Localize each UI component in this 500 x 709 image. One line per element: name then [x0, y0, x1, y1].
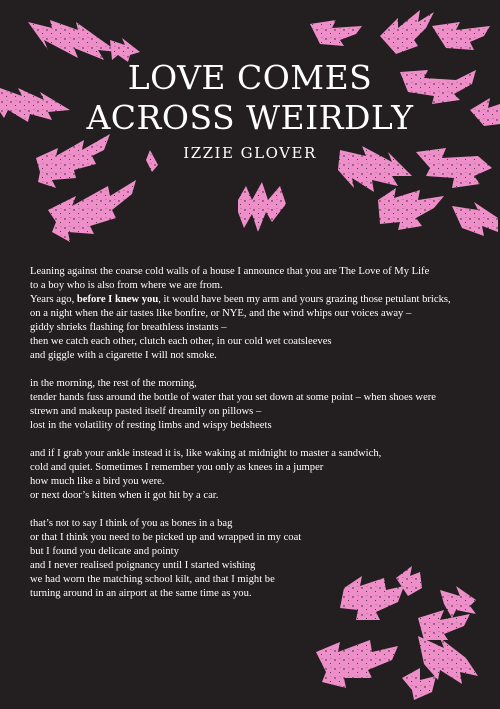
poem-body: [30, 265, 490, 615]
title-block: [0, 58, 500, 162]
brush-stroke: [452, 202, 498, 236]
poem-line: and giggle with a cigarette I will not smoke.: [30, 350, 217, 361]
poem-line: how much like a bird you were.: [30, 476, 165, 487]
poem-line: and I never realised poignancy until I started wishing: [30, 560, 256, 571]
brush-stroke: [310, 20, 362, 46]
poem-line: tender hands fuss around the bottle of water that you set down at some point – when shoes were: [30, 392, 436, 403]
brush-stroke: [316, 640, 398, 688]
brush-stroke: [238, 182, 286, 232]
brush-stroke: [418, 636, 478, 684]
poem-line: that’s not to say I think of you as bones in a bag: [30, 518, 233, 529]
poem-line: we had worn the matching school kilt, and that I might be: [30, 574, 275, 585]
brush-stroke: [402, 668, 436, 700]
poem-line: but I found you delicate and pointy: [30, 546, 179, 557]
brush-stroke: [432, 22, 490, 50]
poem-line-part: , it would have been my arm and yours grazing those petulant bricks,: [158, 294, 451, 305]
poem-title-line-1: LOVE COMES: [127, 58, 373, 97]
poem-line: on a night when the air tastes like bonfire, or NYE, and the wind whips our voices away –: [30, 308, 412, 319]
poem-title-line-2: ACROSS WEIRDLY: [86, 98, 414, 137]
poem-line: or next door’s kitten when it got hit by a car.: [30, 490, 219, 501]
poem-line: in the morning, the rest of the morning,: [30, 378, 197, 389]
brush-stroke: [380, 10, 434, 54]
poem-line: turning around in an airport at the same time as you.: [30, 588, 252, 599]
stanza-1: [30, 265, 490, 363]
poem-line: giddy shrieks flashing for breathless instants –: [30, 322, 227, 333]
brush-stroke: [48, 180, 136, 242]
stanza-3: [30, 447, 490, 503]
poem-line: cold and quiet. Sometimes I remember you only as knees in a jumper: [30, 462, 324, 473]
poem-line: strewn and makeup pasted itself dreamily on pillows –: [30, 406, 262, 417]
poem-line: or that I think you need to be picked up and wrapped in my coat: [30, 532, 302, 543]
brush-stroke: [378, 188, 444, 230]
emphasized-phrase: before I knew you: [76, 294, 159, 305]
poem-line-part: Years ago,: [30, 294, 77, 305]
stanza-2: [30, 377, 490, 433]
poem-line: Leaning against the coarse cold walls of a house I announce that you are The Love of My Life: [30, 266, 430, 277]
stanza-4: [30, 517, 490, 601]
poem-line: lost in the volatility of resting limbs and wispy bedsheets: [30, 420, 272, 431]
poem-line: [30, 293, 490, 307]
poem-line: and if I grab your ankle instead it is, like waking at midnight to master a sandwich,: [30, 448, 382, 459]
brush-stroke: [28, 20, 118, 60]
poem-line: to a boy who is also from where we are from.: [30, 280, 223, 291]
poem-line: then we catch each other, clutch each other, in our cold wet coatsleeves: [30, 336, 332, 347]
author-name: IZZIE GLOVER: [183, 144, 317, 162]
